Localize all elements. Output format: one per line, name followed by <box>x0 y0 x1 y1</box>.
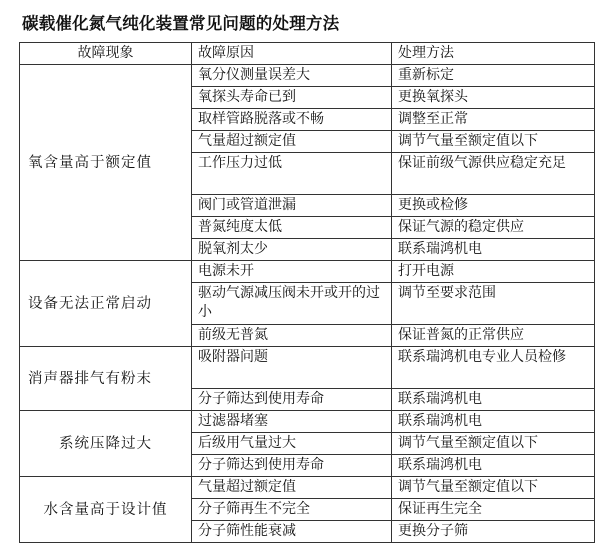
cause-cell: 普氮纯度太低 <box>192 217 392 239</box>
fix-cell: 联系瑞鸿机电 <box>392 411 595 433</box>
fix-cell: 保证再生完全 <box>392 499 595 521</box>
cause-cell: 取样管路脱落或不畅 <box>192 109 392 131</box>
phenomenon-cell: 水含量高于设计值 <box>20 477 192 543</box>
table-row <box>20 477 595 499</box>
phenomenon-cell: 消声器排气有粉末 <box>20 347 192 411</box>
cause-cell: 电源未开 <box>192 261 392 283</box>
cause-cell: 分子筛性能衰减 <box>192 521 392 543</box>
header-cause: 故障原因 <box>192 43 392 65</box>
phenomenon-cell: 氧含量高于额定值 <box>20 65 192 261</box>
table-header-row <box>20 43 595 65</box>
cause-cell: 吸附器问题 <box>192 347 392 389</box>
fix-cell: 打开电源 <box>392 261 595 283</box>
cause-cell: 阀门或管道泄漏 <box>192 195 392 217</box>
fix-cell: 调节气量至额定值以下 <box>392 433 595 455</box>
cause-cell: 分子筛达到使用寿命 <box>192 455 392 477</box>
fix-cell: 更换分子筛 <box>392 521 595 543</box>
cause-cell: 驱动气源减压阀未开或开的过小 <box>192 283 392 325</box>
fix-cell: 更换或检修 <box>392 195 595 217</box>
fix-cell: 联系瑞鸿机电 <box>392 389 595 411</box>
table-row <box>20 65 595 87</box>
table-row <box>20 411 595 433</box>
cause-cell: 氧探头寿命已到 <box>192 87 392 109</box>
phenomenon-cell: 系统压降过大 <box>20 411 192 477</box>
cause-cell: 分子筛再生不完全 <box>192 499 392 521</box>
fix-cell: 保证普氮的正常供应 <box>392 325 595 347</box>
fix-cell: 联系瑞鸿机电专业人员检修 <box>392 347 595 389</box>
header-phenomenon: 故障现象 <box>20 43 192 65</box>
cause-cell: 工作压力过低 <box>192 153 392 195</box>
phenomenon-cell: 设备无法正常启动 <box>20 261 192 347</box>
cause-cell: 氧分仪测量误差大 <box>192 65 392 87</box>
fix-cell: 调节气量至额定值以下 <box>392 477 595 499</box>
cause-cell: 过滤器堵塞 <box>192 411 392 433</box>
cause-cell: 气量超过额定值 <box>192 477 392 499</box>
fix-cell: 联系瑞鸿机电 <box>392 455 595 477</box>
fix-cell: 调整至正常 <box>392 109 595 131</box>
cause-cell: 气量超过额定值 <box>192 131 392 153</box>
cause-cell: 分子筛达到使用寿命 <box>192 389 392 411</box>
fix-cell: 联系瑞鸿机电 <box>392 239 595 261</box>
fix-cell: 保证前级气源供应稳定充足 <box>392 153 595 195</box>
document-title: 碳载催化氮气纯化装置常见问题的处理方法 <box>22 14 340 33</box>
header-fix: 处理方法 <box>392 43 595 65</box>
fix-cell: 调节至要求范围 <box>392 283 595 325</box>
cause-cell: 后级用气量过大 <box>192 433 392 455</box>
fix-cell: 保证气源的稳定供应 <box>392 217 595 239</box>
table-row <box>20 347 595 389</box>
cause-cell: 脱氧剂太少 <box>192 239 392 261</box>
fault-table <box>19 42 595 543</box>
cause-cell: 前级无普氮 <box>192 325 392 347</box>
fix-cell: 调节气量至额定值以下 <box>392 131 595 153</box>
fix-cell: 更换氧探头 <box>392 87 595 109</box>
table-row <box>20 261 595 283</box>
fix-cell: 重新标定 <box>392 65 595 87</box>
